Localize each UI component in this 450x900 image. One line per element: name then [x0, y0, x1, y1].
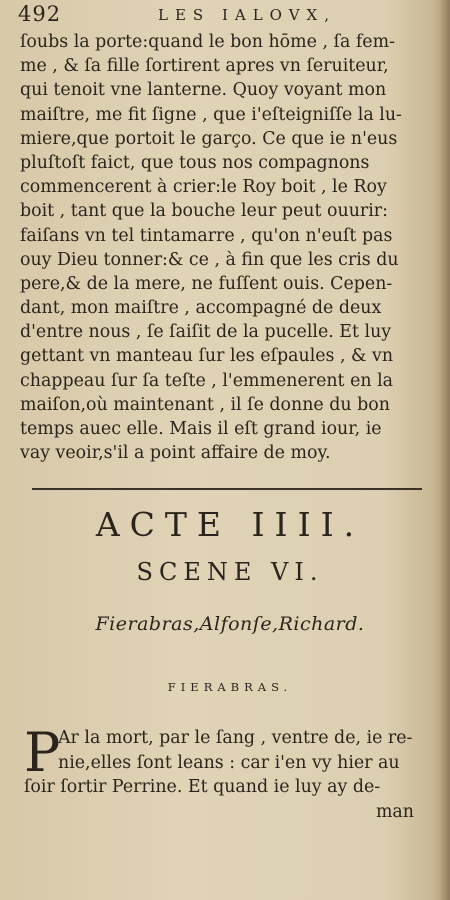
- text-line: commencerent à crier:le Roy boit , le Roy: [20, 177, 387, 198]
- catchword: man: [375, 801, 414, 822]
- text-line: ſoubs la porte:quand le bon hōme , ſa fem-: [20, 32, 395, 52]
- text-line: maiſtre, me fit ſigne , que i'eſteigniſſe la lu-: [20, 104, 402, 125]
- text-line: vay veoir,s'il a point affaire de moy.: [20, 443, 331, 464]
- speaker-name: FIERABRAS.: [167, 680, 293, 694]
- text-line: dant, mon maiſtre , accompagné de deux: [20, 298, 382, 319]
- running-title: LES IALOVX,: [158, 6, 336, 24]
- text-line: miere,que portoit le garço. Ce que ie n'eus: [20, 128, 398, 149]
- drop-cap: P: [24, 721, 61, 784]
- text-line: maiſon,où maintenant , il ſe donne du bon: [20, 394, 390, 415]
- text-line: temps auec elle. Mais il eſt grand iour, ie: [20, 419, 382, 439]
- running-head: [18, 2, 418, 26]
- prose-block: [20, 30, 420, 465]
- page-edge: [440, 0, 450, 900]
- speech-line: nie,elles ſont leans : car i'en vy hier au: [58, 752, 400, 773]
- scene-heading: SCENE VI.: [136, 558, 324, 586]
- text-line: chappeau ſur ſa teſte , l'emmenerent en la: [20, 370, 394, 391]
- page-number: 492: [18, 2, 62, 26]
- act-heading: ACTE IIII.: [95, 505, 365, 544]
- characters-line: Fierabras,Alfonſe,Richard.: [95, 613, 365, 635]
- speech-line: Ar la mort, par le ſang , ventre de, ie re-: [58, 728, 413, 748]
- text-line: gettant vn manteau ſur les eſpaules , & vn: [20, 346, 394, 367]
- speech-line: ſoir ſortir Perrine. Et quand ie luy ay de-: [24, 777, 381, 797]
- text-line: d'entre nous , ſe ſaiſit de la pucelle. Et luy: [20, 322, 392, 343]
- text-line: qui tenoit vne lanterne. Quoy voyant mon: [20, 80, 387, 101]
- text-line: pere,& de la mere, ne fuſſent ouis. Cepen-: [20, 273, 393, 294]
- text-line: boit , tant que la bouche leur peut ouurir:: [20, 201, 388, 222]
- section-divider: [32, 488, 422, 490]
- speech-block: [24, 721, 424, 824]
- text-line: faiſans vn tel tintamarre , qu'on n'euſt pas: [20, 225, 393, 246]
- text-line: pluſtoſt faict, que tous nos compagnons: [20, 152, 370, 173]
- text-line: ouy Dieu tonner:& ce , à fin que les cris du: [20, 249, 399, 270]
- text-line: me , & ſa fille ſortirent apres vn ſeruiteur,: [20, 56, 389, 77]
